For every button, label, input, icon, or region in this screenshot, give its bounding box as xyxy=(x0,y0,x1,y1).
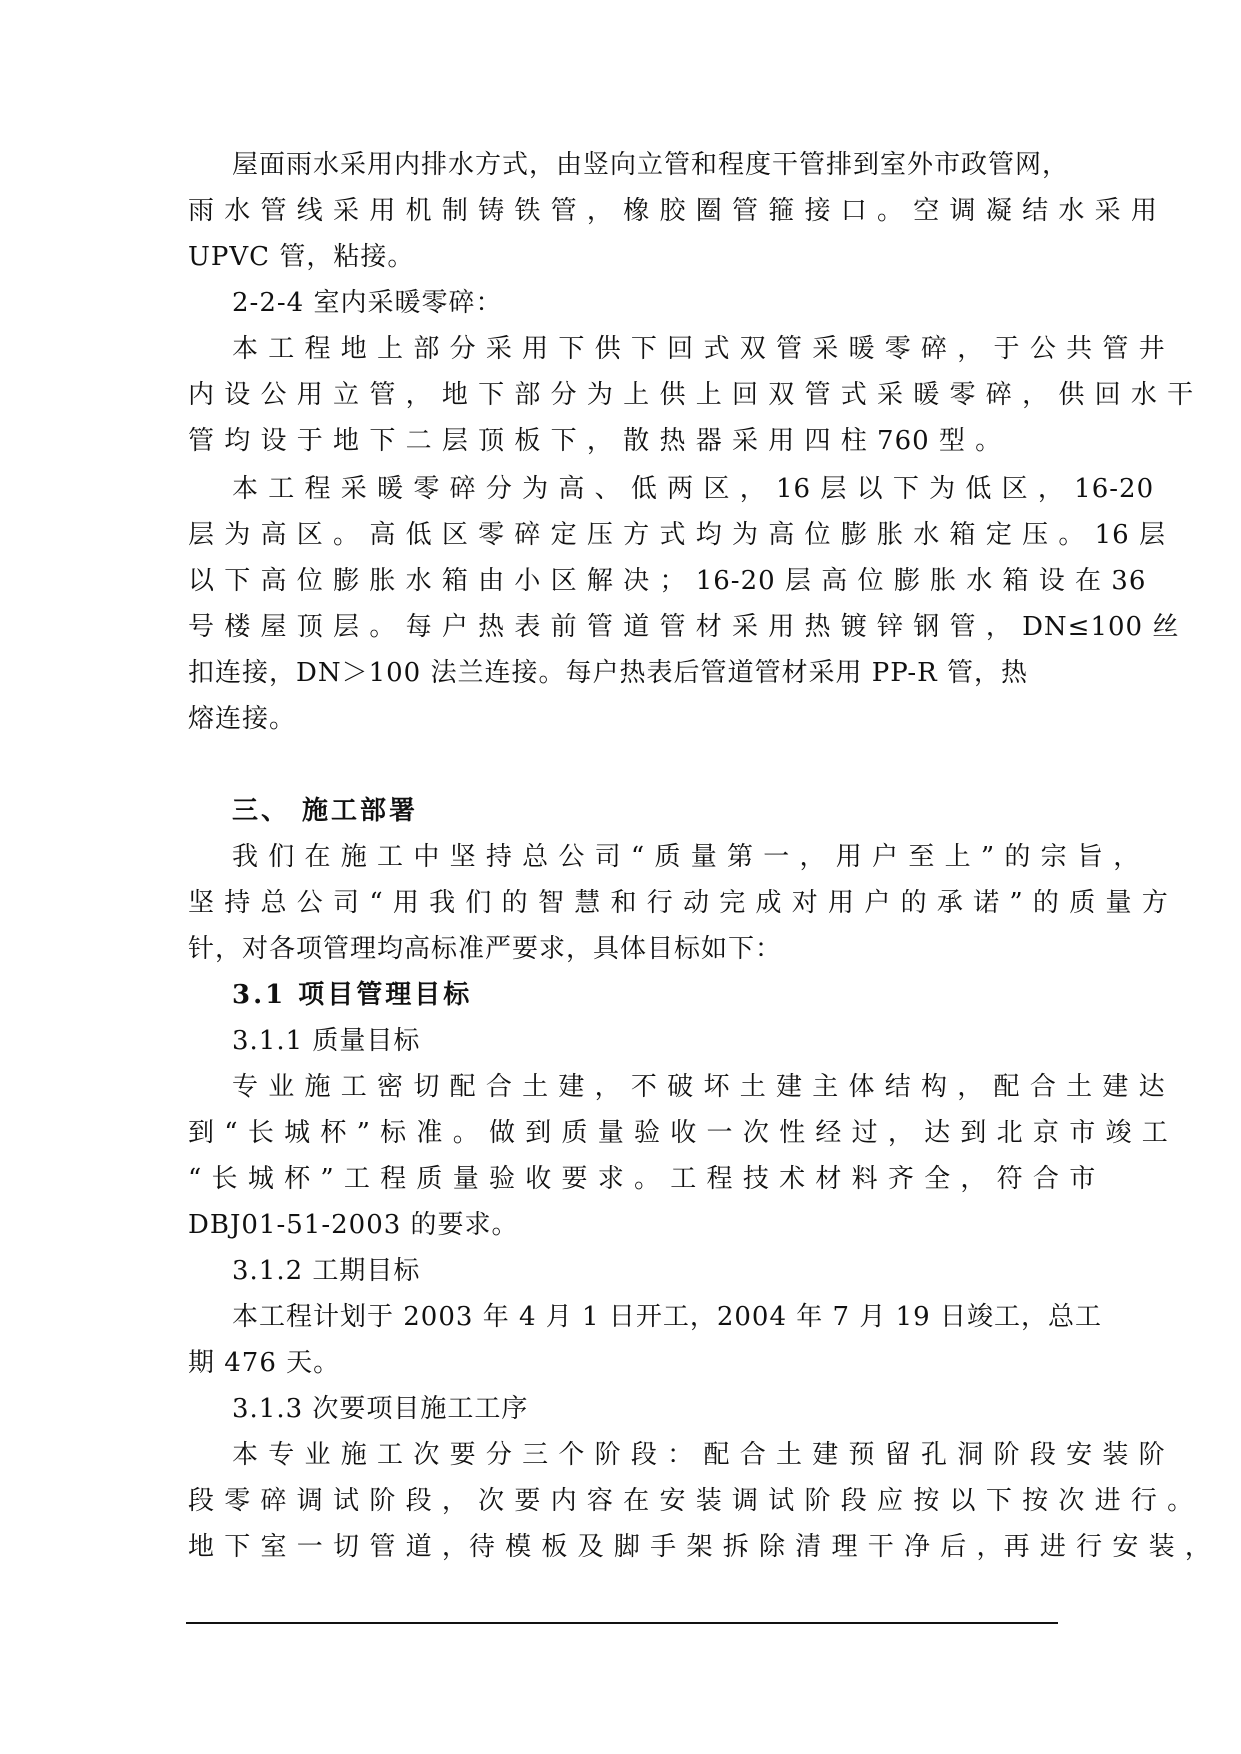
paragraph-line: 雨 水 管 线 采 用 机 制 铸 铁 管 ， 橡 胶 圈 管 箍 接 口 。 空 调 凝 结 水 采 用 xyxy=(188,196,1158,226)
paragraph-line: 本 工 程 地 上 部 分 采 用 下 供 下 回 式 双 管 采 暖 零 碎 ， 于 公 共 管 井 xyxy=(232,334,1166,364)
paragraph-line: 管 均 设 于 地 下 二 层 顶 板 下 ， 散 热 器 采 用 四 柱 760 型 。 xyxy=(188,426,1003,456)
paragraph-line: UPVC 管，粘接。 xyxy=(188,242,415,272)
paragraph-line: 本工程计划于 2003 年 4 月 1 日开工，2004 年 7 月 19 日竣工，总工 xyxy=(232,1302,1102,1332)
section-subheading: 2-2-4 室内采暖零碎： xyxy=(232,288,503,318)
paragraph-line: 层 为 高 区 。 高 低 区 零 碎 定 压 方 式 均 为 高 位 膨 胀 水 箱 定 压 。 16 层 xyxy=(188,520,1166,550)
subsection-heading: 3.1 项目管理目标 xyxy=(232,980,473,1010)
subsection-title: 3.1.2 工期目标 xyxy=(232,1256,421,1286)
paragraph-line: 扣连接，DN＞100 法兰连接。每户热表后管道管材采用 PP-R 管，热 xyxy=(188,658,1028,688)
paragraph-line: 段 零 碎 调 试 阶 段 ， 次 要 内 容 在 安 装 调 试 阶 段 应 按 以 下 按 次 进 行 。 xyxy=(188,1486,1195,1516)
paragraph-line: 期 476 天。 xyxy=(188,1348,341,1378)
section-heading: 三、 施工部署 xyxy=(232,796,419,826)
paragraph-line: 坚 持 总 公 司 “ 用 我 们 的 智 慧 和 行 动 完 成 对 用 户 的 承 诺 ” 的 质 量 方 xyxy=(188,888,1169,918)
paragraph-line: 专 业 施 工 密 切 配 合 土 建 ， 不 破 坏 土 建 主 体 结 构 ， 配 合 土 建 达 xyxy=(232,1072,1166,1102)
paragraph-line: 以 下 高 位 膨 胀 水 箱 由 小 区 解 决 ； 16-20 层 高 位 膨 胀 水 箱 设 在 36 xyxy=(188,566,1147,596)
paragraph-line: 本 专 业 施 工 次 要 分 三 个 阶 段 ： 配 合 土 建 预 留 孔 洞 阶 段 安 装 阶 xyxy=(232,1440,1166,1470)
paragraph-line: 针，对各项管理均高标准严要求，具体目标如下： xyxy=(188,934,783,964)
paragraph-line: “ 长 城 杯 ” 工 程 质 量 验 收 要 求 。 工 程 技 术 材 料 齐 全 ， 符 合 市 xyxy=(188,1164,1097,1194)
paragraph-line: 熔连接。 xyxy=(188,704,297,734)
paragraph-line: 屋面雨水采用内排水方式，由竖向立管和程度干管排到室外市政管网， xyxy=(232,150,1070,180)
paragraph-line: 内 设 公 用 立 管 ， 地 下 部 分 为 上 供 上 回 双 管 式 采 暖 零 碎 ， 供 回 水 干 xyxy=(188,380,1195,410)
paragraph-line: 本 工 程 采 暖 零 碎 分 为 高 、 低 两 区 ， 16 层 以 下 为 低 区 ， 16-20 xyxy=(232,474,1155,504)
paragraph-line: 号 楼 屋 顶 层 。 每 户 热 表 前 管 道 管 材 采 用 热 镀 锌 钢 管 ， DN≤100 丝 xyxy=(188,612,1180,642)
paragraph-line: 地 下 室 一 切 管 道 ，待 模 板 及 脚 手 架 拆 除 清 理 干 净 后 ，再 进 行 安 装 ， xyxy=(188,1532,1212,1562)
paragraph-line: DBJ01-51-2003 的要求。 xyxy=(188,1210,519,1240)
paragraph-line: 我 们 在 施 工 中 坚 持 总 公 司 “ 质 量 第 一 ， 用 户 至 上 ” 的 宗 旨 ， xyxy=(232,842,1141,872)
subsection-title: 3.1.1 质量目标 xyxy=(232,1026,421,1056)
paragraph-line: 到 “ 长 城 杯 ” 标 准 。 做 到 质 量 验 收 一 次 性 经 过 ， 达 到 北 京 市 竣 工 xyxy=(188,1118,1169,1148)
subsection-title: 3.1.3 次要项目施工工序 xyxy=(232,1394,529,1424)
footer-divider xyxy=(186,1622,1058,1624)
